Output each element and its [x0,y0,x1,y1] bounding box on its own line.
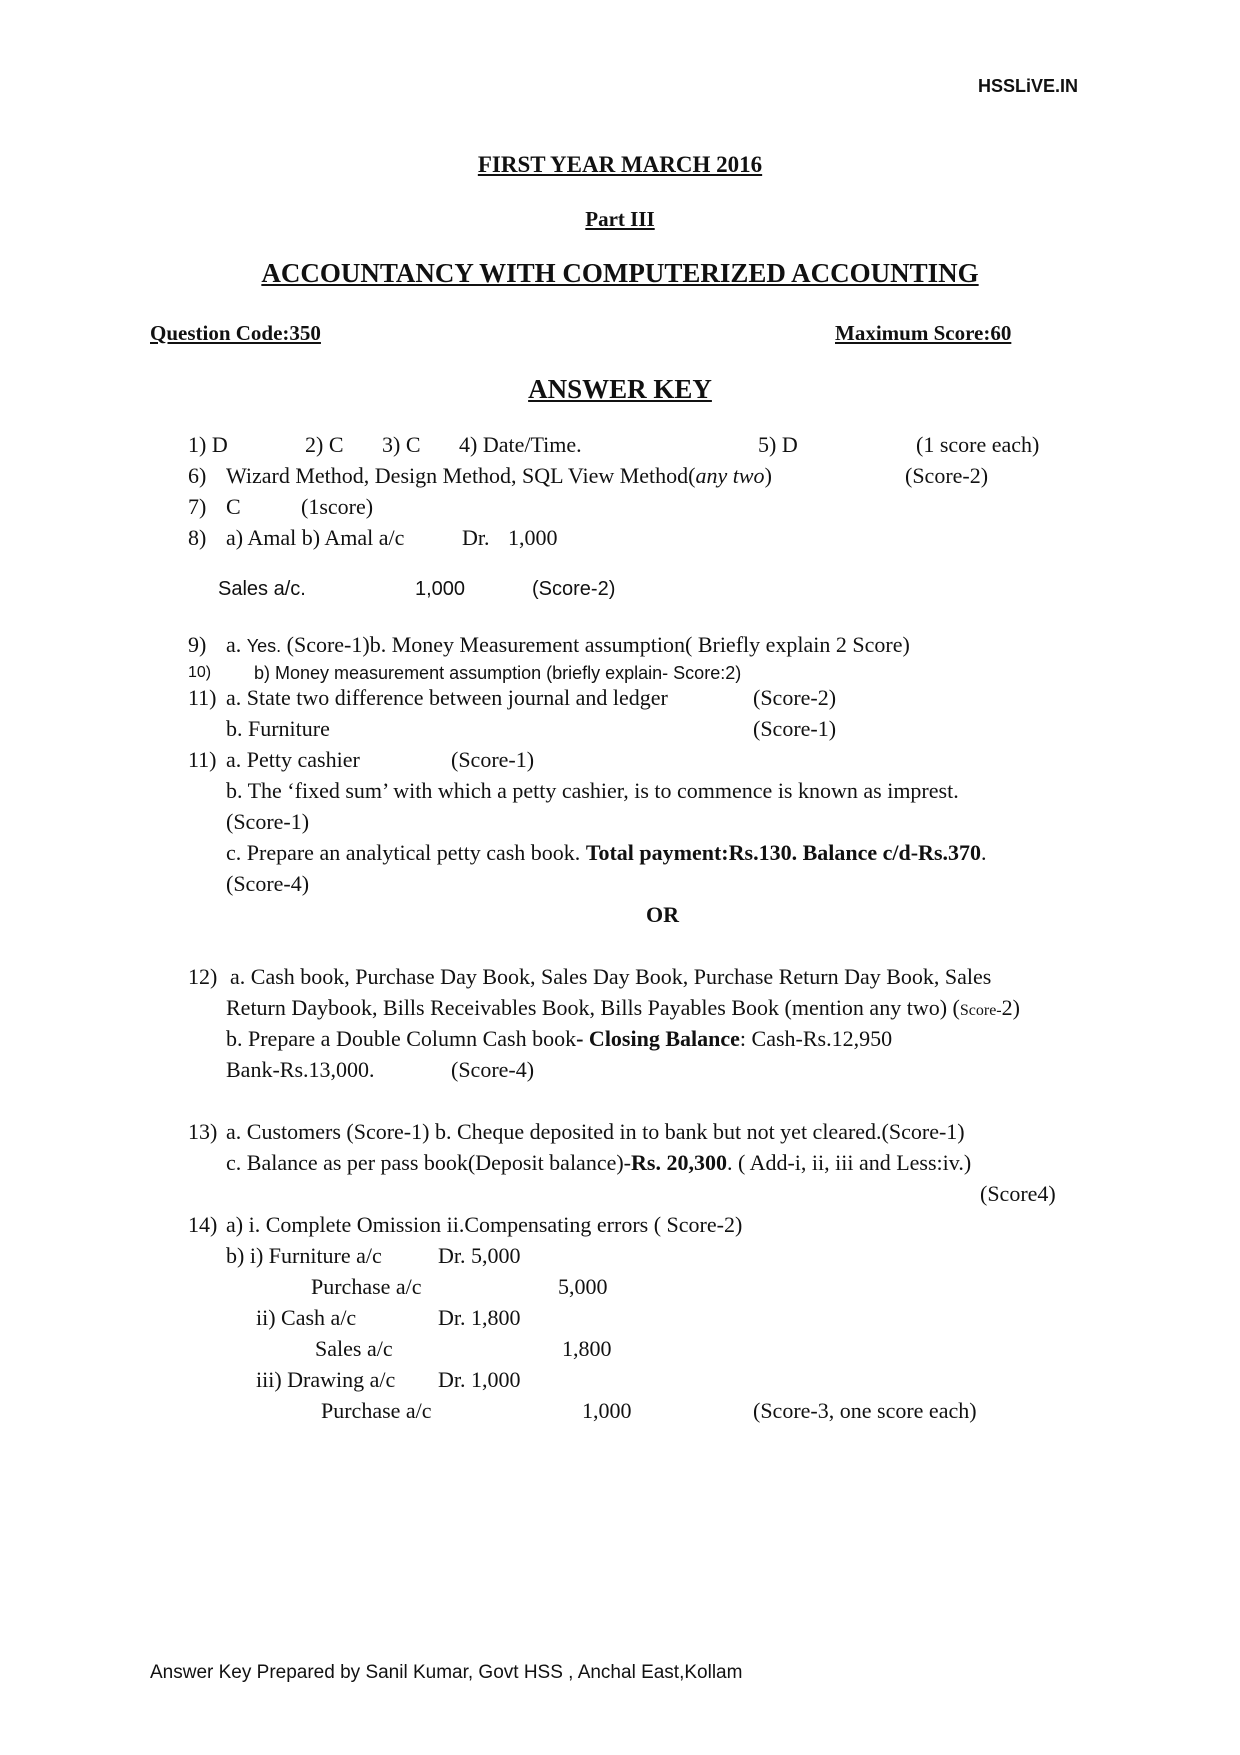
q14-b2-cr-amt: 1,800 [562,1336,612,1361]
q13-c [226,1148,971,1178]
or-separator: OR [646,902,679,927]
q11b-c [226,838,987,868]
q11b-a: a. Petty cashier [226,747,360,772]
q12-b1-end: : Cash-Rs.12,950 [739,1026,893,1051]
answer-1: 1) D [188,432,228,457]
q6-answer [226,461,772,491]
q11a-a: a. State two difference between journal and ledger [226,685,668,710]
q14-b2-cr: Sales a/c [315,1336,393,1361]
site-header: HSSLiVE.IN [978,76,1079,96]
q11b-c-text: c. Prepare an analytical petty cash book. [226,840,581,865]
q6-close: ) [764,463,772,488]
q11a-a-score: (Score-2) [753,685,837,710]
q9-num: 9) [188,632,207,657]
answer-key-title: ANSWER KEY [528,374,712,404]
q7-score: (1score) [301,494,374,519]
q12-b1-bold: - Closing Balance [576,1026,740,1051]
footer-credit: Answer Key Prepared by Sanil Kumar, Govt HSS , Anchal East,Kollam [150,1662,743,1683]
q8-amount: 1,000 [508,525,558,550]
q14-num: 14) [188,1212,218,1237]
q12-b1 [226,1024,892,1054]
q12-a2-end: 2) [1001,995,1020,1020]
q14-b1: b) i) Furniture a/c [226,1243,382,1268]
answer-2: 2) C [305,432,344,457]
q12-b2: Bank-Rs.13,000. [226,1057,375,1082]
q10-num: 10) [188,664,212,681]
max-score: Maximum Score:60 [835,321,1012,345]
q11a-num: 11) [188,685,217,710]
subject-title: ACCOUNTANCY WITH COMPUTERIZED ACCOUNTING [261,258,979,288]
exam-title: FIRST YEAR MARCH 2016 [477,152,763,177]
q14-b1-cr: Purchase a/c [311,1274,422,1299]
q14-b3-cr-amt: 1,000 [582,1398,632,1423]
q14-b1-cr-amt: 5,000 [558,1274,608,1299]
q6-text: Wizard Method, Design Method, SQL View Method( [226,463,696,488]
q7-num: 7) [188,494,207,519]
q13-c-text: c. Balance as per pass book(Deposit balance)- [226,1150,632,1175]
q8-num: 8) [188,525,207,550]
q12-b1-text: b. Prepare a Double Column Cash book [226,1026,577,1051]
q6-num: 6) [188,463,207,488]
q8-sales: Sales a/c. [218,578,306,600]
q12-a1: a. Cash book, Purchase Day Book, Sales Day Book, Purchase Return Day Book, Sales [230,964,992,989]
q11b-num: 11) [188,747,217,772]
q14-b2: ii) Cash a/c [256,1305,357,1330]
q12-a2 [226,993,1020,1026]
answer-4: 4) Date/Time. [459,432,582,457]
q14-b2-dr: Dr. 1,800 [438,1305,521,1330]
q11a-b-score: (Score-1) [753,716,837,741]
q12-a2-text: Return Daybook, Bills Receivables Book, Bills Payables Book (mention any two) ( [226,995,960,1020]
q8-score: (Score-2) [532,578,616,600]
answer-3: 3) C [382,432,421,457]
answer-1-5-score: (1 score each) [916,432,1040,457]
q12-b2-score: (Score-4) [451,1057,535,1082]
q14-b3: iii) Drawing a/c [256,1367,396,1392]
q9-a: a. [226,632,242,657]
q13-score: (Score4) [980,1181,1056,1206]
q6-italic: any two [695,463,765,488]
q9-yes: Yes. [246,636,282,656]
q14-b3-dr: Dr. 1,000 [438,1367,521,1392]
q11a-b: b. Furniture [226,716,330,741]
q9-answer [226,630,910,661]
q14-b1-dr: Dr. 5,000 [438,1243,521,1268]
q11b-c-bold: Total payment:Rs.130. Balance c/d-Rs.370 [585,840,982,865]
q8-answer: a) Amal b) Amal a/c [226,525,405,550]
q11b-b: b. The ‘fixed sum’ with which a petty cashier, is to commence is known as imprest. [226,778,959,803]
question-code: Question Code:350 [150,321,321,345]
q10-answer: b) Money measurement assumption (briefly explain- Score:2) [254,663,742,683]
q13-a: a. Customers (Score-1) b. Cheque deposited in to bank but not yet cleared.(Score-1) [226,1119,965,1144]
q12-a2-small: Score- [959,1002,1002,1019]
q13-num: 13) [188,1119,218,1144]
q7-answer: C [226,494,241,519]
q8-sales-amount: 1,000 [415,578,466,600]
q12-num: 12) [188,964,218,989]
q9-text: (Score-1)b. Money Measurement assumption( Briefly explain 2 Score) [286,632,910,657]
q8-dr: Dr. [462,525,490,550]
q14-score: (Score-3, one score each) [753,1398,977,1423]
q11b-c-end: . [981,840,987,865]
q11b-c-score: (Score-4) [226,871,310,896]
q11b-b-score: (Score-1) [226,809,310,834]
q11b-a-score: (Score-1) [451,747,535,772]
part-title: Part III [585,207,655,231]
q14-a: a) i. Complete Omission ii.Compensating errors ( Score-2) [226,1212,743,1237]
q6-score: (Score-2) [905,463,989,488]
q13-c-bold: Rs. 20,300 [631,1150,727,1175]
q13-c-end: . ( Add-i, ii, iii and Less:iv.) [726,1150,972,1175]
q14-b3-cr: Purchase a/c [321,1398,432,1423]
answer-5: 5) D [758,432,798,457]
